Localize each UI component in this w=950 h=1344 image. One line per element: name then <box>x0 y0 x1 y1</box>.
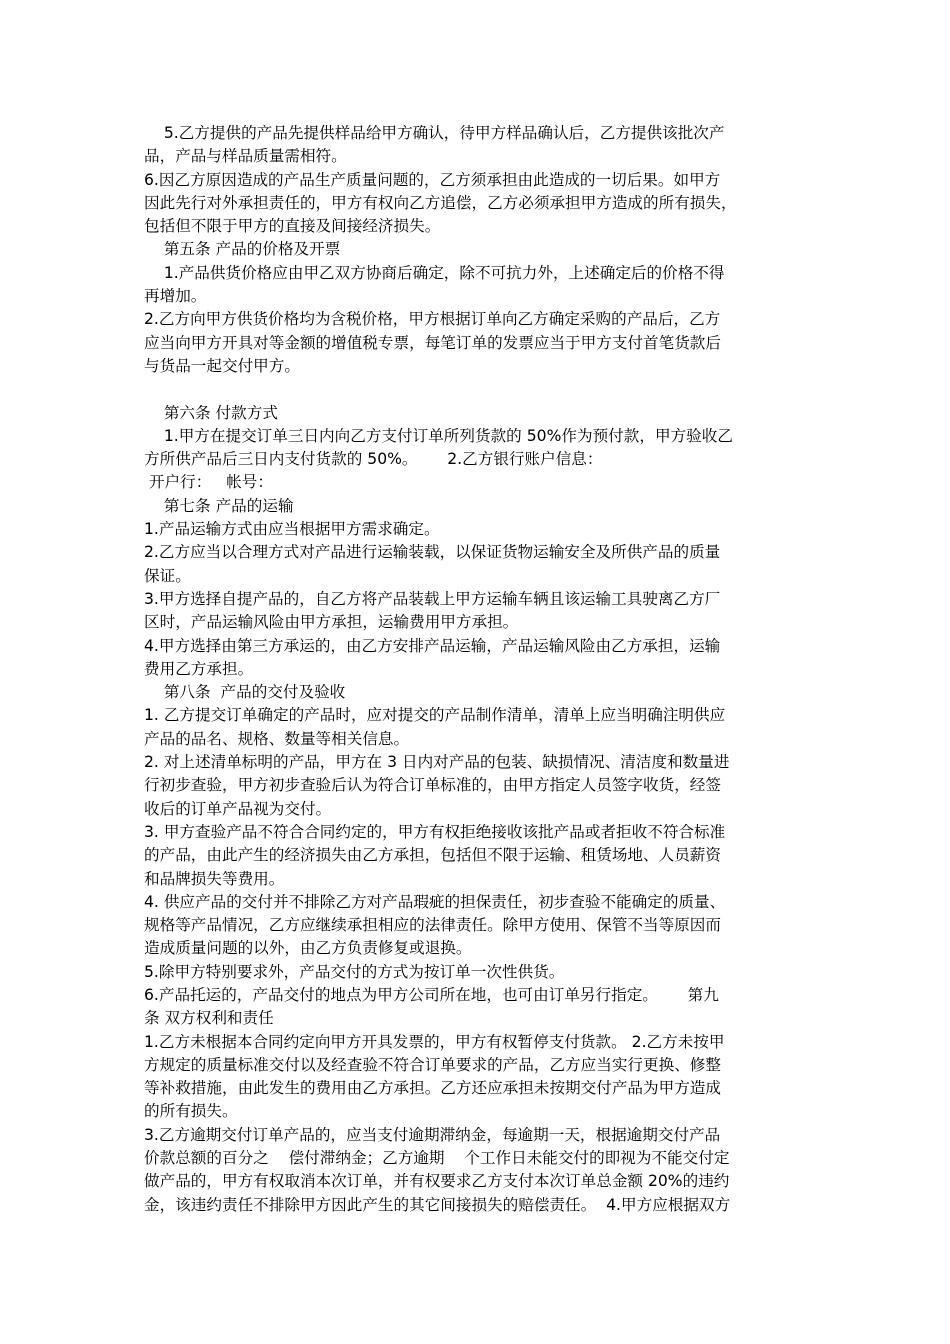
text-line: 5.乙方提供的产品先提供样品给甲方确认，待甲方样品确认后，乙方提供该批次产 <box>144 124 725 142</box>
text-line: 行初步查验，甲方初步查验后认为符合订单标准的，由甲方指定人员签字收货，经签 <box>144 776 721 795</box>
text-line: 的所有损失。 <box>144 1102 238 1121</box>
text-line: 做产品的，甲方有权取消本次订单，并有权要求乙方支付本次订单总金额 20%的违约 <box>144 1172 730 1191</box>
text-line: 2. 对上述清单标明的产品，甲方在 3 日内对产品的包装、缺损情况、清洁度和数量进 <box>144 753 730 772</box>
text-line: 6.因乙方原因造成的产品生产质量问题的，乙方须承担由此造成的一切后果。如甲方 <box>144 170 721 189</box>
text-line: 第五条 产品的价格及开票 <box>144 240 341 259</box>
text-line: 方所供产品后三日内支付货款的 50%。 2.乙方银行账户信息： <box>144 450 603 469</box>
text-line: 保证。 <box>144 566 191 585</box>
text-line: 价款总额的百分之 偿付滞纳金；乙方逾期 个工作日未能交付的即视为不能交付定 <box>144 1149 730 1168</box>
text-line: 开户行： 帐号： <box>144 473 273 492</box>
text-line: 条 双方权利和责任 <box>144 1009 274 1028</box>
text-line: 费用乙方承担。 <box>144 659 254 678</box>
text-line: 6.产品托运的，产品交付的地点为甲方公司所在地，也可由订单另行指定。 第九 <box>144 985 719 1004</box>
text-line: 4. 供应产品的交付并不排除乙方对产品瑕疵的担保责任，初步查验不能确定的质量、 <box>144 892 726 911</box>
text-line: 1. 乙方提交订单确定的产品时，应对提交的产品制作清单，清单上应当明确注明供应 <box>144 706 726 725</box>
text-line: 1.乙方未根据本合同约定向甲方开具发票的，甲方有权暂停支付货款。 2.乙方未按甲 <box>144 1032 725 1051</box>
text-line: 第七条 产品的运输 <box>144 496 294 515</box>
text-line: 区时，产品运输风险由甲方承担，运输费用甲方承担。 <box>144 613 519 632</box>
text-line: 造成质量问题的以外，由乙方负责修复或退换。 <box>144 939 472 958</box>
text-line: 与货品一起交付甲方。 <box>144 356 300 375</box>
text-line: 方规定的质量标准交付以及经查验不符合订单要求的产品，乙方应当实行更换、修整 <box>144 1055 721 1074</box>
text-line: 第八条 产品的交付及验收 <box>144 683 346 702</box>
text-line: 因此先行对外承担责任的，甲方有权向乙方追偿，乙方必须承担甲方造成的所有损失， <box>144 193 737 212</box>
text-line: 2.乙方向甲方供货价格均为含税价格，甲方根据订单向乙方确定采购的产品后，乙方 <box>144 310 721 329</box>
text-line: 3.甲方选择自提产品的，自乙方将产品装载上甲方运输车辆且该运输工具驶离乙方厂 <box>144 589 721 608</box>
text-line: 5.除甲方特别要求外，产品交付的方式为按订单一次性供货。 <box>144 962 565 981</box>
text-line: 规格等产品情况，乙方应继续承担相应的法律责任。除甲方使用、保管不当等原因而 <box>144 916 721 935</box>
text-line: 第六条 付款方式 <box>144 403 278 422</box>
text-line: 和品牌损失等费用。 <box>144 869 285 888</box>
text-line: 包括但不限于甲方的直接及间接经济损失。 <box>144 217 441 236</box>
text-line: 1.产品运输方式由应当根据甲方需求确定。 <box>144 520 440 539</box>
text-line: 产品的品名、规格、数量等相关信息。 <box>144 729 410 748</box>
text-line: 的产品，由此产生的经济损失由乙方承担，包括但不限于运输、租赁场地、人员薪资 <box>144 846 721 865</box>
text-line: 应当向甲方开具对等金额的增值税专票，每笔订单的发票应当于甲方支付首笔货款后 <box>144 333 721 352</box>
blank-line <box>144 378 808 401</box>
text-line: 收后的订单产品视为交付。 <box>144 799 332 818</box>
text-line: 1.甲方在提交订单三日内向乙方支付订单所列货款的 50%作为预付款，甲方验收乙 <box>144 426 733 445</box>
text-line: 3.乙方逾期交付订单产品的，应当支付逾期滞纳金，每逾期一天，根据逾期交付产品 <box>144 1125 721 1144</box>
text-line: 3. 甲方查验产品不符合合同约定的，甲方有权拒绝接收该批产品或者拒收不符合标准 <box>144 822 726 841</box>
text-line: 等补救措施，由此发生的费用由乙方承担。乙方还应承担未按期交付产品为甲方造成 <box>144 1079 721 1098</box>
text-line: 2.乙方应当以合理方式对产品进行运输装载，以保证货物运输安全及所供产品的质量 <box>144 543 721 562</box>
text-line: 再增加。 <box>144 287 207 306</box>
text-line: 4.甲方选择由第三方承运的，由乙方安排产品运输，产品运输风险由乙方承担，运输 <box>144 636 721 655</box>
text-line: 金，该违约责任不排除甲方因此产生的其它间接损失的赔偿责任。 4.甲方应根据双方 <box>144 1195 731 1214</box>
document-page <box>144 122 808 1217</box>
text-line: 品，产品与样品质量需相符。 <box>144 147 347 166</box>
text-line: 1.产品供货价格应由甲乙双方协商后确定，除不可抗力外，上述确定后的价格不得 <box>144 263 725 282</box>
